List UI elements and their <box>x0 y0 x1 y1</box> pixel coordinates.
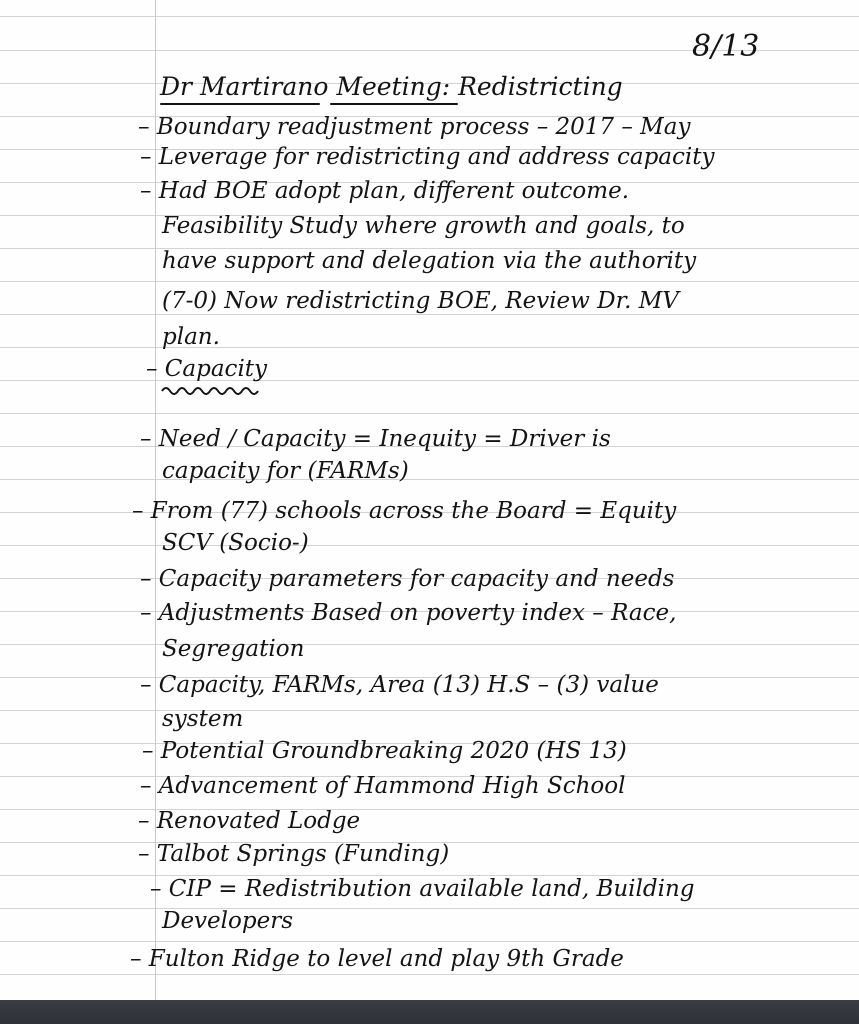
note-line: – Advancement of Hammond High School <box>140 773 626 799</box>
note-line: – From (77) schools across the Board = Equity <box>132 498 677 524</box>
note-line: – Capacity parameters for capacity and needs <box>140 566 675 592</box>
note-line: have support and delegation via the authority <box>162 248 697 274</box>
note-line: – Renovated Lodge <box>138 808 361 834</box>
note-line: – Capacity, FARMs, Area (13) H.S – (3) value <box>140 672 659 698</box>
note-line: capacity for (FARMs) <box>162 458 409 484</box>
note-date: 8/13 <box>692 29 760 64</box>
note-line: Segregation <box>162 636 305 662</box>
note-line: – Boundary readjustment process – 2017 – May <box>138 114 691 140</box>
note-line: – Capacity <box>146 356 268 382</box>
note-line: – Adjustments Based on poverty index – Race, <box>140 600 677 626</box>
note-line: – CIP = Redistribution available land, Building <box>150 876 695 902</box>
note-line: – Need / Capacity = Inequity = Driver is <box>140 426 611 452</box>
title-underline-2 <box>330 103 458 105</box>
note-line: plan. <box>162 324 220 350</box>
note-line: – Talbot Springs (Funding) <box>138 841 450 867</box>
title-underline-1 <box>160 103 320 105</box>
note-title: Dr Martirano Meeting: Redistricting <box>160 72 623 101</box>
note-line: – Had BOE adopt plan, different outcome. <box>140 178 630 204</box>
note-line: Feasibility Study where growth and goals, to <box>162 213 685 239</box>
viewer-bottom-bar <box>0 1000 859 1024</box>
note-line: – Potential Groundbreaking 2020 (HS 13) <box>142 738 627 764</box>
note-line: (7-0) Now redistricting BOE, Review Dr. MV <box>162 288 679 314</box>
capacity-underline-squiggle <box>160 383 270 399</box>
note-line: system <box>162 706 244 732</box>
note-line: SCV (Socio-) <box>162 530 309 556</box>
note-line: – Fulton Ridge to level and play 9th Grade <box>130 946 624 972</box>
note-line: – Leverage for redistricting and address capacity <box>140 144 715 170</box>
note-line: Developers <box>162 908 293 934</box>
